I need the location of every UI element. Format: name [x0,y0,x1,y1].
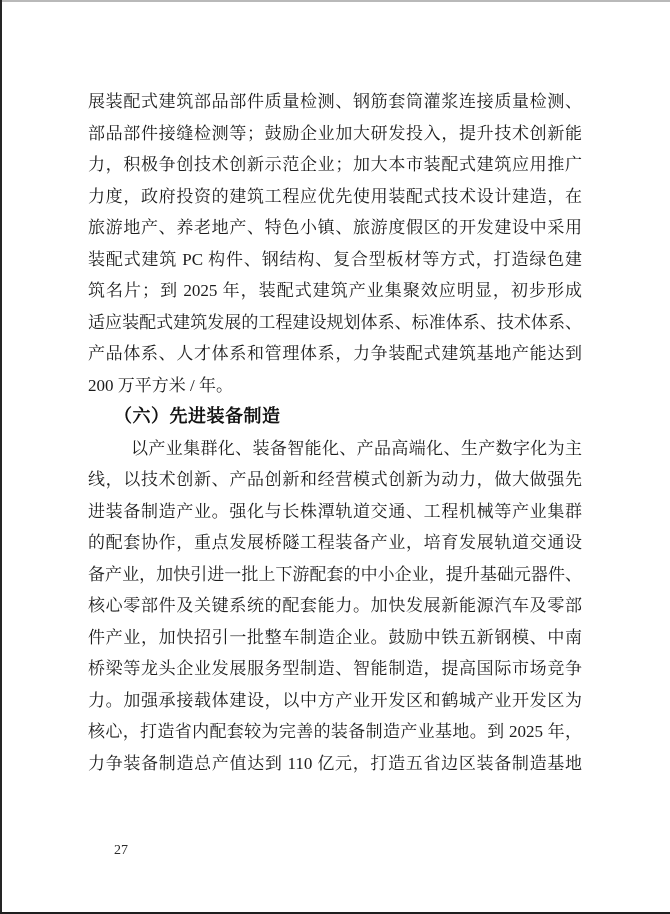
text-line: 桥梁等龙头企业发展服务型制造、智能制造，提高国际市场竞争 [88,659,582,678]
text-line: 力度，政府投资的建筑工程应优先使用装配式技术设计建造，在 [88,186,582,206]
text-line: 力。加强承接载体建设，以中方产业开发区和鹤城产业开发区为 [88,690,582,710]
document-text-block [88,86,582,779]
text-line: 200 万平方米 / 年。 [88,375,233,395]
paragraph-2 [88,433,582,780]
paragraph-1 [88,86,582,401]
text-line: 核心零部件及关键系统的配套能力。加快发展新能源汽车及零部 [88,596,582,615]
text-line: 适应装配式建筑发展的工程建设规划体系、标准体系、技术体系、 [88,312,582,332]
text-line: 展装配式建筑部品部件质量检测、钢筋套筒灌浆连接质量检测、 [88,92,582,111]
text-line: 筑名片；到 2025 年，装配式建筑产业集聚效应明显，初步形成 [88,281,582,300]
text-line: 旅游地产、养老地产、特色小镇、旅游度假区的开发建设中采用 [88,218,582,237]
text-line: 装配式建筑 PC 构件、钢结构、复合型板材等方式，打造绿色建 [88,249,582,269]
page-number: 27 [114,843,128,858]
text-line: 进装备制造产业。强化与长株潭轨道交通、工程机械等产业集群 [88,501,582,521]
text-line: 力，积极争创技术创新示范企业；加大本市装配式建筑应用推广 [88,155,582,174]
text-line: 核心，打造省内配套较为完善的装备制造产业基地。到 2025 年， [88,722,582,741]
page-top-border [0,0,670,2]
page-left-border [0,0,2,914]
section-heading: （六）先进装备制造 [114,406,281,426]
text-line: 以产业集群化、装备智能化、产品高端化、生产数字化为主 [131,438,582,458]
text-line: 力争装备制造总产值达到 110 亿元，打造五省边区装备制造基地 [88,753,582,773]
text-line: 产品体系、人才体系和管理体系，力争装配式建筑基地产能达到 [88,344,582,363]
text-line: 部品部件接缝检测等；鼓励企业加大研发投入，提升技术创新能 [88,123,582,143]
text-line: 线，以技术创新、产品创新和经营模式创新为动力，做大做强先 [88,470,582,489]
text-line: 件产业，加快招引一批整车制造企业。鼓励中铁五新钢模、中南 [88,627,582,647]
text-line: 备产业，加快引进一批上下游配套的中小企业，提升基础元器件、 [88,564,582,584]
text-line: 的配套协作，重点发展桥隧工程装备产业，培育发展轨道交通设 [88,533,582,552]
